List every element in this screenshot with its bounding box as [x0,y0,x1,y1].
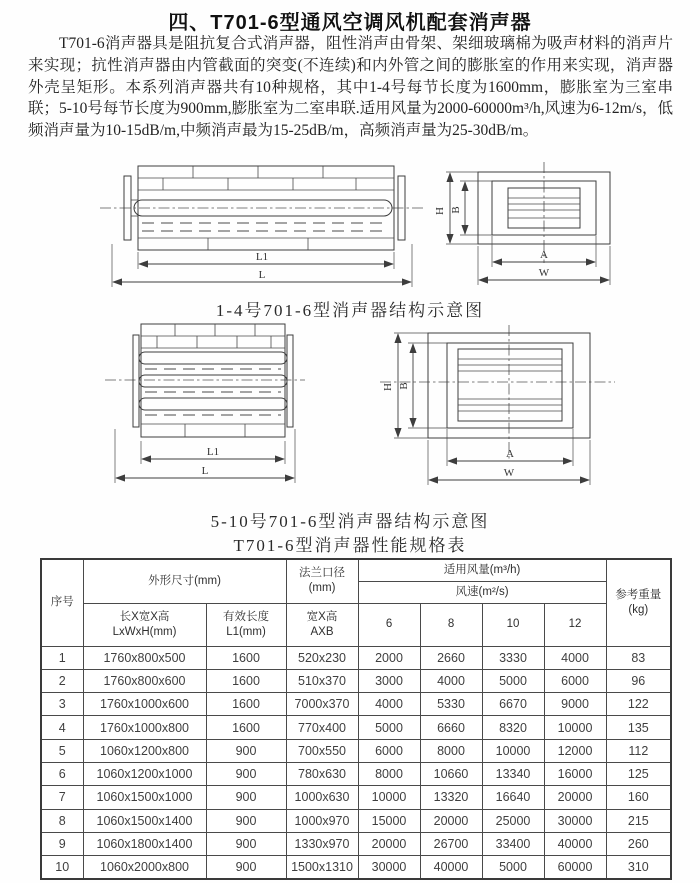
table-cell: 1000x970 [286,809,358,832]
table-cell: 1600 [206,716,286,739]
table-cell: 122 [606,693,671,716]
table-cell: 1060x1500x1400 [83,809,206,832]
fig2-side-view-diagram [105,323,305,495]
table-cell: 1 [41,646,83,669]
table-cell: 900 [206,809,286,832]
spec-table [40,558,672,880]
dim-label-w: W [503,467,515,479]
table-cell: 13340 [482,762,544,785]
table-cell: 7000x370 [286,693,358,716]
table-cell: 5000 [358,716,420,739]
table-cell: 160 [606,786,671,809]
table-cell: 13320 [420,786,482,809]
table-cell: 8 [41,809,83,832]
table-cell: 2000 [358,646,420,669]
fig1-side-view-diagram [98,160,428,294]
header-dims-line2: LxWxH(mm) [112,625,177,638]
table-cell: 700x550 [286,739,358,762]
table-cell: 30000 [358,856,420,880]
header-dims [83,603,206,646]
dim-label-l: L [201,465,209,477]
table-cell: 16640 [482,786,544,809]
table-cell: 6000 [544,669,606,692]
table-cell: 6000 [358,739,420,762]
table-cell: 9000 [544,693,606,716]
table-cell: 125 [606,762,671,785]
table-cell: 780x630 [286,762,358,785]
table-cell: 215 [606,809,671,832]
table-cell: 8000 [358,762,420,785]
table-cell: 6670 [482,693,544,716]
dim-label-h: H [382,383,394,391]
table-cell: 60000 [544,856,606,880]
table-cell: 20000 [420,809,482,832]
table-row [41,856,671,880]
table-cell: 12000 [544,739,606,762]
dim-label-b: B [398,382,410,390]
table-cell: 10 [41,856,83,880]
dim-label-l1: L1 [255,251,269,263]
table-cell: 1600 [206,646,286,669]
table-cell: 4000 [544,646,606,669]
header-flange-line1: 法兰口径 [299,567,346,580]
table-cell: 20000 [358,832,420,855]
intro-paragraph: T701-6消声器具是阻抗复合式消声器，阻性消声由骨架、架细玻璃棉为吸声材料的消声片来实现；抗性消声器由内管截面的突变(不连续)和内外管之间的膨胀室的作用来实现，消声器外壳呈矩形。本系列消声器共有10种规格，其中1-4号每节长度为1600mm，膨胀室为三室串联；5-10号每节长度为900mm,膨胀室为二室串联.适用风量为2000-60000m³/h,风速为6-12m/s，低频消声量为10-15dB/m,中频消声最为15-25dB/m，高频消声量为25-30dB/m。 [28,35,673,140]
table-cell: 2 [41,669,83,692]
table-cell: 1060x1800x1400 [83,832,206,855]
dim-label-a: A [506,448,514,460]
table-cell: 8000 [420,739,482,762]
dim-label-l1: L1 [206,446,220,458]
header-eff-len [206,603,286,646]
header-flange-sub-line1: 宽X高 [306,610,338,623]
table-cell: 6 [41,762,83,785]
table-cell: 4 [41,716,83,739]
table-cell: 1060x1200x800 [83,739,206,762]
header-speed-group: 风速(m²/s) [358,581,606,603]
table-cell: 1060x1200x1000 [83,762,206,785]
table-row [41,762,671,785]
fig2-cross-section-diagram [380,325,615,495]
table-cell: 15000 [358,809,420,832]
header-flange-line2: (mm) [308,582,336,595]
page-title: 四、T701-6型通风空调风机配套消声器 [168,12,532,34]
table-cell: 30000 [544,809,606,832]
table-cell: 1760x1000x600 [83,693,206,716]
table-cell: 1600 [206,669,286,692]
table-cell: 1500x1310 [286,856,358,880]
table-cell: 7 [41,786,83,809]
table-row [41,832,671,855]
header-outer-dims-group: 外形尺寸(mm) [83,559,286,603]
fig2-caption: 5-10号701-6型消声器结构示意图 [210,512,490,531]
header-airflow-group: 适用风量(m³/h) [358,559,606,581]
table-cell: 510x370 [286,669,358,692]
table-cell: 10000 [544,716,606,739]
table-cell: 520x230 [286,646,358,669]
dim-label-w: W [538,267,550,279]
table-cell: 25000 [482,809,544,832]
table-cell: 10000 [482,739,544,762]
table-cell: 770x400 [286,716,358,739]
header-flange-group [286,559,358,603]
table-cell: 10000 [358,786,420,809]
header-speed-8: 8 [420,603,482,646]
table-cell: 112 [606,739,671,762]
table-row [41,739,671,762]
table-cell: 33400 [482,832,544,855]
header-speed-12: 12 [544,603,606,646]
table-cell: 900 [206,832,286,855]
dim-label-b: B [450,206,462,214]
table-cell: 900 [206,739,286,762]
header-seq: 序号 [41,559,83,646]
table-cell: 5000 [482,669,544,692]
table-cell: 1600 [206,693,286,716]
table-row [41,786,671,809]
table-row [41,716,671,739]
table-cell: 1000x630 [286,786,358,809]
table-cell: 6660 [420,716,482,739]
table-cell: 9 [41,832,83,855]
table-row [41,809,671,832]
table-cell: 3000 [358,669,420,692]
table-cell: 1330x970 [286,832,358,855]
table-row [41,669,671,692]
table-cell: 20000 [544,786,606,809]
header-flange-sub [286,603,358,646]
table-cell: 4000 [420,669,482,692]
table-cell: 40000 [420,856,482,880]
dim-label-h: H [434,207,446,215]
table-cell: 4000 [358,693,420,716]
table-title: T701-6型消声器性能规格表 [233,536,467,555]
table-cell: 900 [206,856,286,880]
header-eff-len-line1: 有效长度 [223,610,269,623]
table-cell: 96 [606,669,671,692]
header-weight-line1: 参考重量 [615,588,662,601]
dim-label-a: A [540,249,548,261]
table-cell: 16000 [544,762,606,785]
table-cell: 40000 [544,832,606,855]
header-flange-sub-line2: AXB [310,625,334,638]
table-cell: 83 [606,646,671,669]
table-cell: 260 [606,832,671,855]
table-cell: 900 [206,786,286,809]
table-cell: 900 [206,762,286,785]
table-cell: 5 [41,739,83,762]
header-speed-6: 6 [358,603,420,646]
table-row [41,693,671,716]
header-weight [606,559,671,646]
table-cell: 135 [606,716,671,739]
fig1-caption: 1-4号701-6型消声器结构示意图 [215,301,485,320]
table-cell: 10660 [420,762,482,785]
table-cell: 310 [606,856,671,880]
table-cell: 5330 [420,693,482,716]
table-cell: 1760x800x500 [83,646,206,669]
header-weight-line2: (kg) [628,603,649,616]
table-cell: 5000 [482,856,544,880]
table-cell: 3 [41,693,83,716]
header-speed-10: 10 [482,603,544,646]
table-cell: 26700 [420,832,482,855]
table-cell: 1060x1500x1000 [83,786,206,809]
header-dims-line1: 长X宽X高 [119,610,170,623]
table-body [41,646,671,879]
table-cell: 2660 [420,646,482,669]
table-row [41,646,671,669]
table-cell: 1760x800x600 [83,669,206,692]
table-cell: 8320 [482,716,544,739]
table-cell: 1760x1000x800 [83,716,206,739]
fig1-cross-section-diagram [432,160,692,292]
header-eff-len-line2: L1(mm) [226,625,266,638]
table-cell: 3330 [482,646,544,669]
table-cell: 1060x2000x800 [83,856,206,880]
dim-label-l: L [258,269,266,281]
